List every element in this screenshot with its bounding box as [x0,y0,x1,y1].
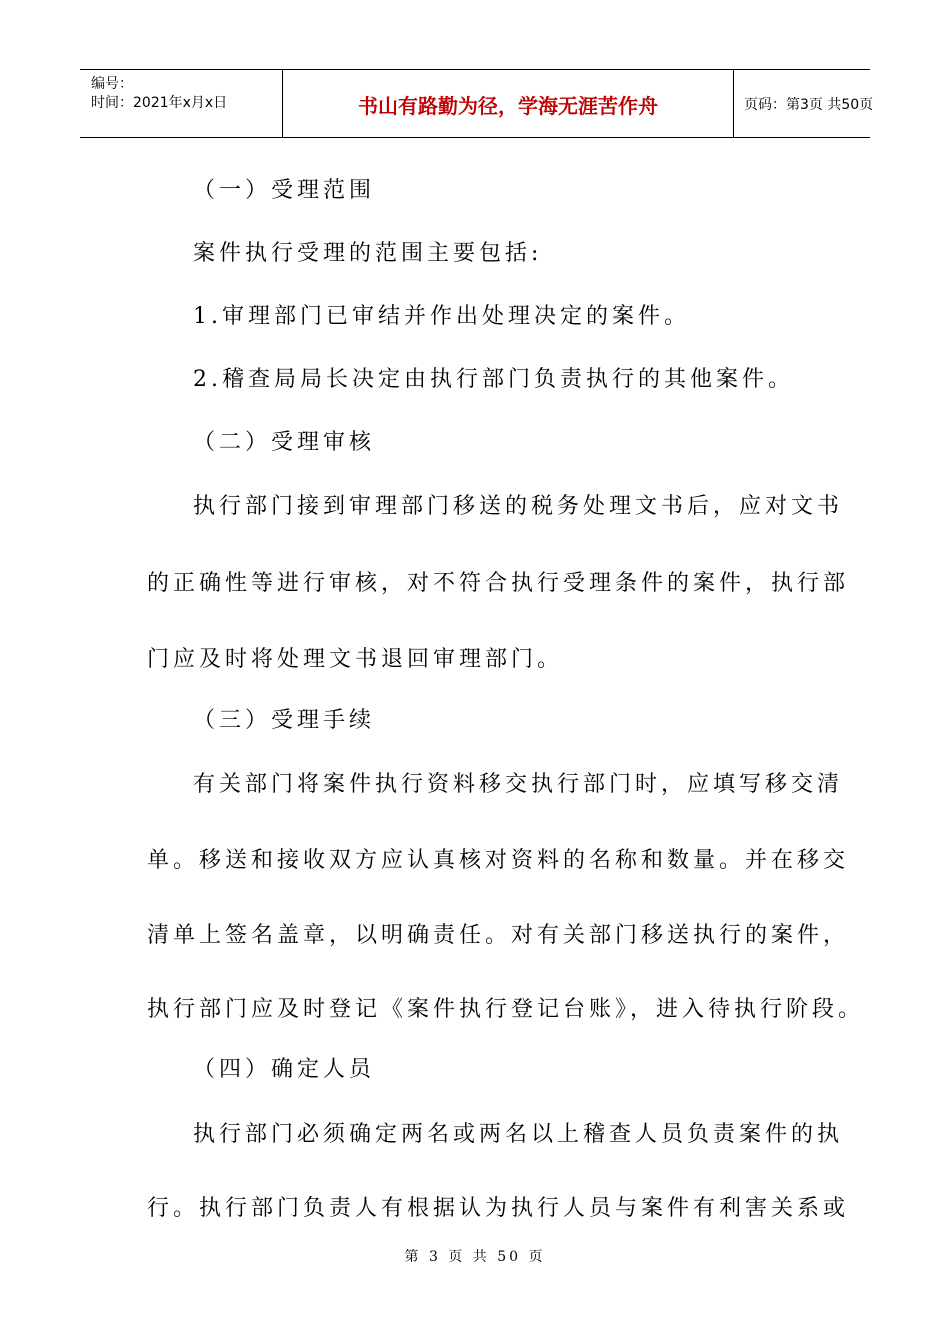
section-heading-4: （四）确定人员 [193,1057,376,1082]
paragraph-line: 行。执行部门负责人有根据认为执行人员与案件有利害关系或 [147,1196,850,1221]
header-page-cell [734,70,874,137]
document-number-label: 编号： [91,76,133,92]
paragraph-line: 执行部门应及时登记《案件执行登记台账》，进入待执行阶段。 [147,997,865,1022]
header-page-info: 页码：第3页 共50页 [744,97,874,113]
document-date: 时间：2021年x月x日 [91,95,228,111]
paragraph-line: 有关部门将案件执行资料移交执行部门时，应填写移交清 [193,772,844,797]
page-footer: 第 3 页 共 50 页 [404,1249,546,1265]
paragraph-line: 案件执行受理的范围主要包括: [193,241,543,266]
list-item: 2.稽查局局长决定由执行部门负责执行的其他案件。 [193,367,794,392]
header-table [80,69,874,138]
list-item: 1.审理部门已审结并作出处理决定的案件。 [193,304,690,329]
section-heading-2: （二）受理审核 [193,430,376,455]
paragraph-line: 单。移送和接收双方应认真核对资料的名称和数量。并在移交 [147,848,850,873]
paragraph-line: 执行部门必须确定两名或两名以上稽查人员负责案件的执 [193,1122,844,1147]
paragraph-line: 门应及时将处理文书退回审理部门。 [147,647,564,672]
header-meta-cell [80,70,282,137]
paragraph-line: 执行部门接到审理部门移送的税务处理文书后，应对文书 [193,494,844,519]
header-motto-cell [282,70,734,137]
header-motto: 书山有路勤为径，学海无涯苦作舟 [358,94,658,118]
paragraph-line: 清单上签名盖章，以明确责任。对有关部门移送执行的案件， [147,923,850,948]
paragraph-line: 的正确性等进行审核，对不符合执行受理条件的案件，执行部 [147,571,850,596]
section-heading-3: （三）受理手续 [193,708,376,733]
section-heading-1: （一）受理范围 [193,178,376,203]
